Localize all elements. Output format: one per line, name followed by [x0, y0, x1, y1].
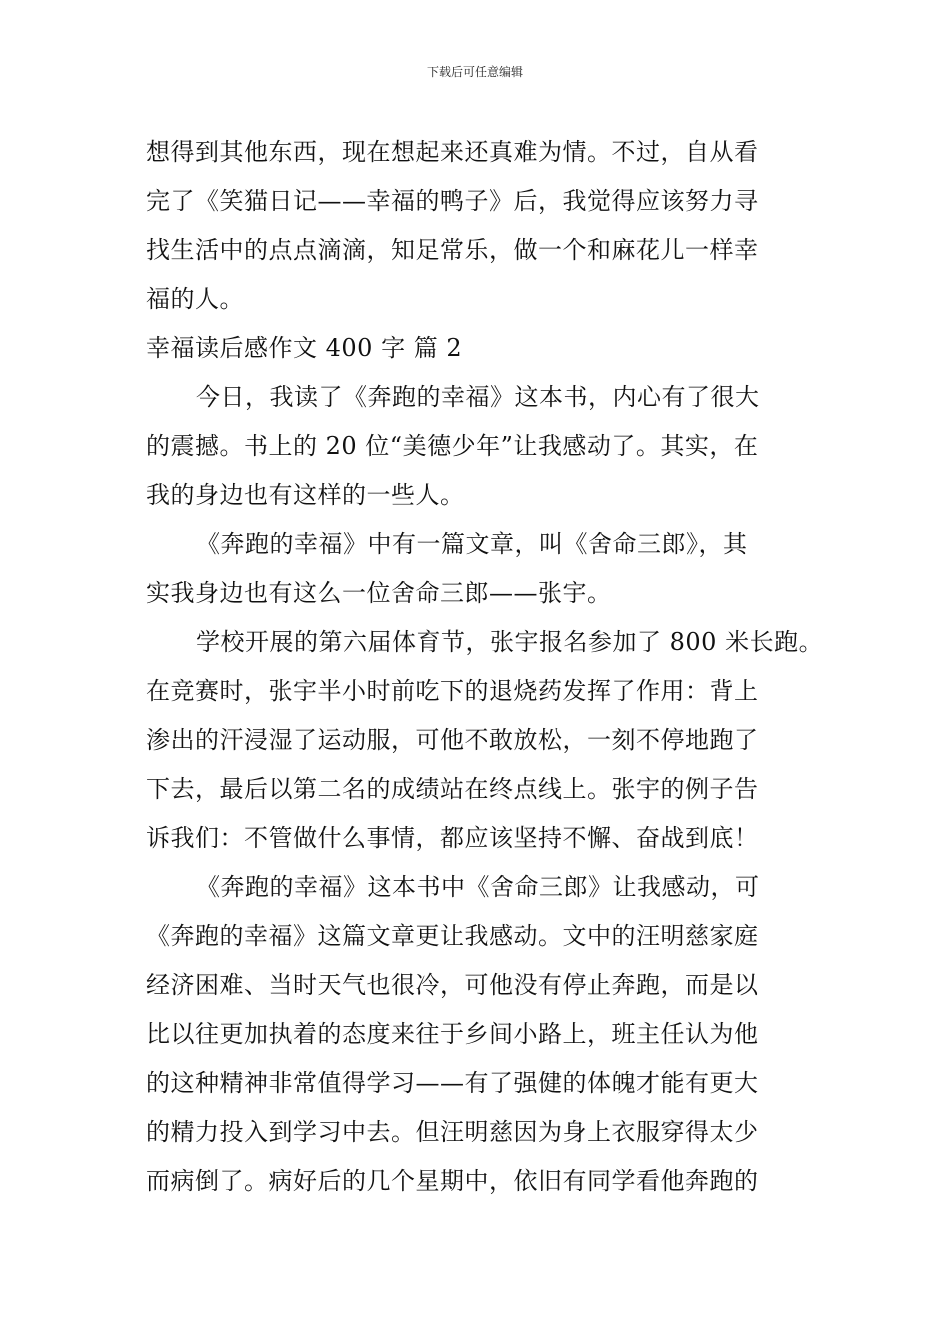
text-line: 的精力投入到学习中去。但汪明慈因为身上衣服穿得太少: [146, 1118, 759, 1146]
text-line: 找生活中的点点滴滴，知足常乐，做一个和麻花儿一样幸: [146, 236, 759, 264]
text-line: 《奔跑的幸福》这本书中《舍命三郎》让我感动，可: [196, 873, 760, 901]
text-line: 诉我们：不管做什么事情，都应该坚持不懈、奋战到底！: [146, 824, 759, 852]
text-line: 想得到其他东西，现在想起来还真难为情。不过，自从看: [146, 138, 759, 166]
text-line: 而病倒了。病好后的几个星期中，依旧有同学看他奔跑的: [146, 1167, 759, 1195]
text-line: 实我身边也有这么一位舍命三郎——张宇。: [146, 579, 612, 607]
text-line: 下去，最后以第二名的成绩站在终点线上。张宇的例子告: [146, 775, 759, 803]
text-line: 完了《笑猫日记——幸福的鸭子》后，我觉得应该努力寻: [146, 187, 759, 215]
text-line: 《奔跑的幸福》中有一篇文章，叫《舍命三郎》，其: [196, 530, 748, 558]
text-line: 比以往更加执着的态度来往于乡间小路上，班主任认为他: [146, 1020, 759, 1048]
text-line: 今日，我读了《奔跑的幸福》这本书，内心有了很大: [196, 383, 760, 411]
text-line: 渗出的汗浸湿了运动服，可他不敢放松，一刻不停地跑了: [146, 726, 759, 754]
text-line: 的震撼。书上的 20 位“美德少年”让我感动了。其实，在: [146, 432, 759, 460]
text-line: 福的人。: [146, 285, 244, 313]
text-line: 在竞赛时，张宇半小时前吃下的退烧药发挥了作用：背上: [146, 677, 759, 705]
document-body: [146, 128, 836, 1206]
section-heading: 幸福读后感作文 400 字 篇 2: [146, 334, 463, 362]
text-line: 的这种精神非常值得学习——有了强健的体魄才能有更大: [146, 1069, 759, 1097]
text-line: 我的身边也有这样的一些人。: [146, 481, 465, 509]
text-line: 经济困难、当时天气也很冷，可他没有停止奔跑，而是以: [146, 971, 759, 999]
text-line: 《奔跑的幸福》这篇文章更让我感动。文中的汪明慈家庭: [146, 922, 759, 950]
text-line: 学校开展的第六届体育节，张宇报名参加了 800 米长跑。: [196, 628, 824, 656]
page-header: 下载后可任意编辑: [426, 65, 523, 79]
